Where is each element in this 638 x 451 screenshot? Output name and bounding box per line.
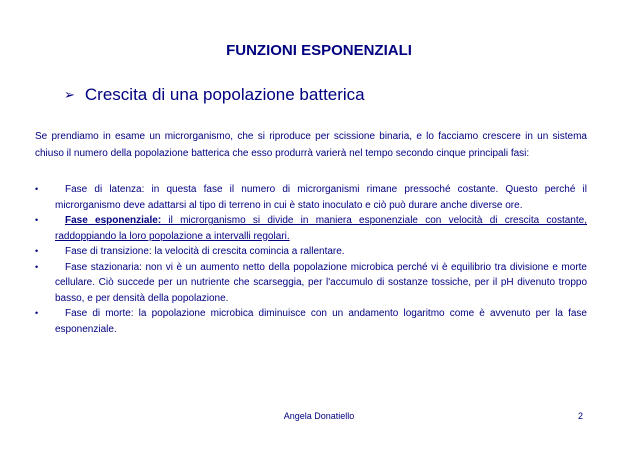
- footer-author: Angela Donatiello: [283, 411, 355, 421]
- bullet-icon: •: [35, 308, 39, 318]
- phase-item: [35, 213, 587, 244]
- phase-text: non vi è un aumento netto della popolazione microbica perché vi è equilibrio tra divisione e morte cellulare. Ciò succede per un nutriente che scarseggia, per l'accumulo di sostanze tossiche, per il pH divenuto troppo basso, e per densità della popolazione.: [55, 261, 587, 304]
- phase-item: [35, 260, 587, 307]
- bullet-icon: •: [35, 246, 39, 256]
- slide-title: FUNZIONI ESPONENZIALI: [226, 42, 412, 59]
- phase-text: in questa fase il numero di microrganismi rimane pressoché costante. Questo perché il microrganismo deve adattarsi al tipo di terreno in cui è stato inoculato e ciò può durare anche diverse ore.: [55, 184, 587, 211]
- page-number: 2: [578, 411, 584, 421]
- phase-name: Fase stazionaria:: [65, 261, 142, 273]
- phases-list: [35, 182, 587, 337]
- phase-text: il microrganismo si divide in maniera esponenziale con velocità di crescita costante, raddoppiando la loro popolazione a intervalli regolari.: [55, 215, 587, 242]
- phase-item: [35, 182, 587, 213]
- arrow-bullet-icon: ➢: [64, 87, 75, 102]
- phase-text: la velocità di crescita comincia a rallentare.: [151, 246, 345, 257]
- phase-name: Fase di transizione:: [65, 246, 152, 257]
- phase-name: Fase di morte:: [65, 308, 134, 319]
- subtitle-row: [64, 85, 365, 105]
- subtitle-text: Crescita di una popolazione batterica: [84, 85, 365, 104]
- phase-name: Fase di latenza:: [65, 184, 145, 195]
- phase-name: Fase esponenziale:: [65, 215, 162, 226]
- phase-text: la popolazione microbica diminuisce con un andamento logaritmo come è avvenuto per la fase esponenziale.: [55, 308, 587, 335]
- phase-item: [35, 306, 587, 337]
- bullet-icon: •: [35, 184, 39, 194]
- bullet-icon: •: [35, 215, 39, 225]
- intro-paragraph: Se prendiamo in esame un microrganismo, che si riproduce per scissione binaria, e lo facciamo crescere in un sistema chiuso il numero della popolazione batterica che esso produrrà varierà nel tempo secondo cinque principali fasi:: [35, 131, 587, 159]
- phase-item: [35, 244, 587, 260]
- bullet-icon: •: [35, 261, 39, 272]
